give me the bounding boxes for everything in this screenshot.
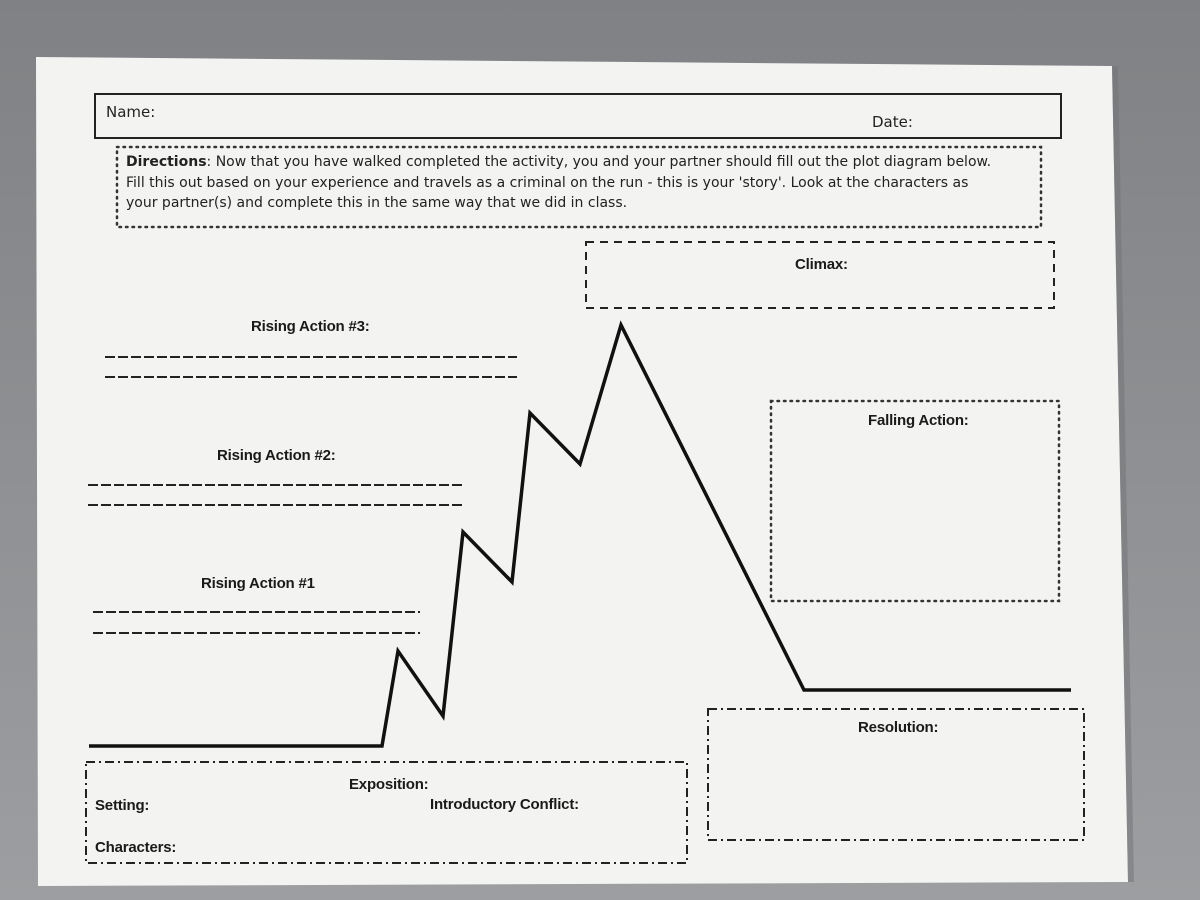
falling-action-label: Falling Action: <box>868 412 969 429</box>
setting-label: Setting: <box>95 797 150 814</box>
date-label: Date: <box>872 113 913 131</box>
climax-label: Climax: <box>795 256 848 273</box>
exposition-title: Exposition: <box>349 776 429 793</box>
introductory-conflict-label: Introductory Conflict: <box>430 796 579 813</box>
resolution-label: Resolution: <box>858 719 939 736</box>
directions-line-1 <box>126 152 1038 173</box>
directions-line-2: Fill this out based on your experience and travels as a criminal on the run - this is your 'story'. Look at the characters as <box>126 174 969 191</box>
directions-heading: Directions <box>126 154 207 170</box>
name-label: Name: <box>106 103 156 121</box>
rising-action-3-label: Rising Action #3: <box>251 318 370 335</box>
characters-label: Characters: <box>95 839 177 856</box>
rising-action-1-label: Rising Action #1 <box>201 575 315 592</box>
directions-line-1-text: : Now that you have walked completed the activity, you and your partner should fill out the plot diagram below. <box>206 154 992 170</box>
directions-line-3: your partner(s) and complete this in the same way that we did in class. <box>126 195 628 211</box>
directions-text <box>126 152 1038 214</box>
rising-action-2-label: Rising Action #2: <box>217 447 336 464</box>
